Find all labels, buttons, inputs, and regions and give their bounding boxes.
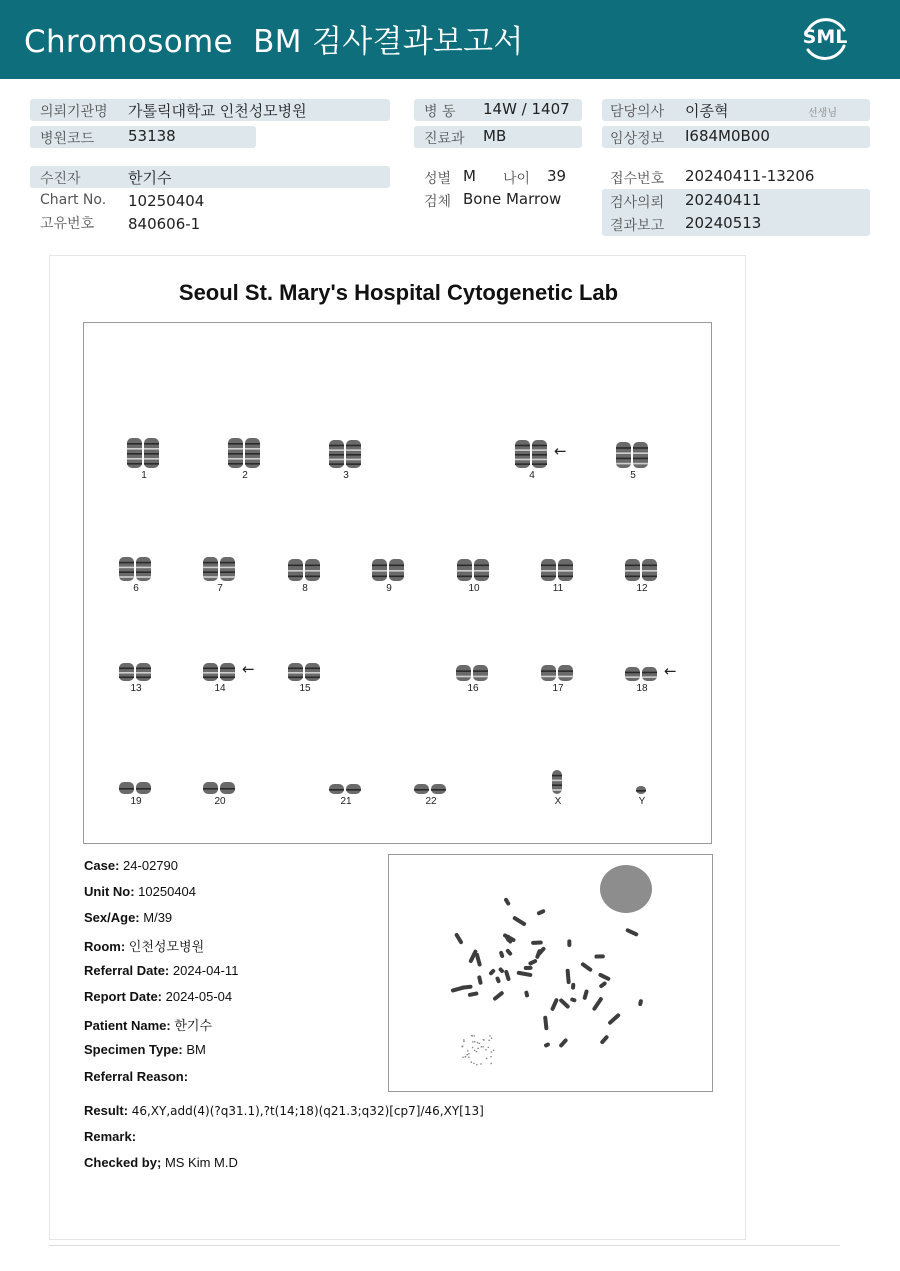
interphase-nucleus: [600, 865, 652, 913]
karyotype-panel: [83, 322, 712, 844]
debris-dot: [490, 1063, 492, 1065]
bottom-divider: [49, 1245, 840, 1246]
metaphase-chromosome: [550, 998, 559, 1012]
debris-dot: [487, 1047, 489, 1049]
ward-value: 14W / 1407: [483, 100, 570, 118]
sexage-line: [84, 910, 172, 925]
chromosome-13: [117, 661, 155, 683]
referral-reason-label: Referral Reason:: [84, 1069, 189, 1084]
debris-dot: [468, 1053, 470, 1055]
debris-dot: [474, 1041, 476, 1043]
doctor-label: 담당의사: [610, 104, 665, 120]
unit-label: Unit No:: [84, 884, 135, 899]
checked-line: [84, 1155, 238, 1170]
metaphase-chromosome: [607, 1013, 621, 1026]
chromosome-label-1: 1: [141, 470, 147, 481]
metaphase-chromosome: [512, 915, 527, 926]
hospital-code-label: 병원코드: [40, 131, 95, 147]
chromosome-20: [201, 780, 239, 796]
debris-dot: [467, 1050, 469, 1052]
chromosome-label-4: 4: [529, 470, 535, 481]
sex-label: 성별: [424, 171, 452, 187]
metaphase-chromosome: [558, 998, 570, 1010]
metaphase-chromosome: [498, 967, 505, 974]
chromosome-label-9: 9: [386, 583, 392, 594]
metaphase-chromosome: [558, 1038, 568, 1049]
chromosome-18: [623, 665, 661, 683]
chromosome-label-18: 18: [636, 683, 648, 694]
institution-value: 가톨릭대학교 인천성모병원: [128, 102, 307, 120]
metaphase-chromosome: [536, 909, 546, 916]
debris-dot: [472, 1047, 474, 1049]
abnormality-arrow-icon: ←: [554, 442, 567, 460]
hospital-code-value: 53138: [128, 127, 176, 145]
metaphase-chromosome: [528, 958, 538, 966]
metaphase-chromosome: [565, 969, 570, 985]
chromosome-8: [286, 557, 324, 583]
chromosome-label-14: 14: [214, 683, 226, 694]
patient-row: [30, 166, 390, 188]
doctor-value: 이종혁: [685, 102, 729, 120]
debris-dot: [463, 1041, 465, 1043]
chromosome-21: [327, 782, 365, 796]
chromosome-1: [125, 436, 163, 470]
debris-dot: [471, 1061, 473, 1063]
debris-dot: [471, 1035, 473, 1037]
metaphase-chromosome: [451, 985, 466, 993]
debris-dot: [485, 1049, 487, 1051]
debris-dot: [461, 1046, 463, 1048]
debris-dot: [481, 1046, 483, 1048]
referral-date-value: 2024-04-11: [172, 963, 239, 978]
chromosome-16: [454, 663, 492, 683]
chromosome-3: [327, 438, 365, 470]
debris-dot: [489, 1035, 491, 1037]
chromosome-label-19: 19: [130, 796, 142, 807]
metaphase-chromosome: [524, 990, 529, 998]
chromosome-label-3: 3: [343, 470, 349, 481]
chromosome-label-8: 8: [302, 583, 308, 594]
referral-reason-line: [84, 1069, 188, 1084]
chromosome-label-5: 5: [630, 470, 636, 481]
patient-label: 수진자: [40, 171, 81, 187]
chromosome-4: [513, 438, 551, 470]
metaphase-chromosome: [503, 897, 511, 906]
age-label: 나이: [503, 171, 531, 187]
result-value: 46,XY,add(4)(?q31.1),?t(14;18)(q21.3;q32)[cp7]/46,XY[13]: [131, 1104, 484, 1118]
metaphase-chromosome: [625, 928, 639, 937]
metaphase-chromosome: [582, 989, 589, 1000]
room-value: 인천성모병원: [128, 939, 205, 954]
chromosome-2: [226, 436, 264, 470]
page-title: Chromosome BM 검사결과보고서: [24, 24, 524, 60]
sexage-value: M/39: [143, 910, 173, 925]
debris-dot: [478, 1043, 480, 1045]
debris-dot: [488, 1040, 490, 1042]
debris-dot: [463, 1039, 465, 1041]
referral-date-label: Referral Date:: [84, 963, 170, 978]
debris-dot: [465, 1056, 467, 1058]
chromosome-10: [455, 557, 493, 583]
metaphase-chromosome: [598, 981, 607, 989]
chart-value: 10250404: [128, 192, 205, 210]
clinical-info-value: I684M0B00: [685, 127, 770, 145]
specimen-type-value: BM: [186, 1042, 206, 1057]
metaphase-image: [388, 854, 713, 1092]
chromosome-5: [614, 440, 652, 470]
metaphase-chromosome: [598, 972, 611, 981]
chromosome-12: [623, 557, 661, 583]
debris-dot: [491, 1051, 493, 1053]
doctor-suffix: 선생님: [808, 108, 837, 119]
chromosome-17: [539, 663, 577, 683]
ward-label: 병 동: [424, 104, 456, 120]
receipt-value: 20240411-13206: [685, 167, 815, 185]
metaphase-chromosome: [571, 983, 575, 990]
metaphase-chromosome: [488, 968, 496, 976]
chromosome-19: [117, 780, 155, 796]
result-line: [84, 1103, 484, 1118]
debris-dot: [477, 1048, 479, 1050]
case-line: [84, 858, 178, 873]
chromosome-label-10: 10: [468, 583, 480, 594]
referral-date-line: [84, 963, 238, 978]
sexage-label: Sex/Age:: [84, 910, 140, 925]
chart-label: Chart No.: [40, 192, 107, 208]
metaphase-chromosome: [499, 950, 505, 958]
chromosome-label-7: 7: [217, 583, 223, 594]
patient-name-label: Patient Name:: [84, 1018, 171, 1033]
chromosome-label-20: 20: [214, 796, 226, 807]
age-value: 39: [547, 167, 567, 185]
chromosome-22: [412, 782, 450, 796]
specimen-label: 검체: [424, 194, 452, 210]
metaphase-chromosome: [543, 1015, 549, 1030]
chromosome-label-6: 6: [133, 583, 139, 594]
checked-value: MS Kim M.D: [164, 1155, 238, 1170]
specimen-type-label: Specimen Type:: [84, 1042, 183, 1057]
report-date-value2: 2024-05-04: [165, 989, 233, 1004]
metaphase-chromosome: [524, 966, 533, 970]
id-label: 고유번호: [40, 216, 95, 232]
chromosome-x: [550, 768, 566, 796]
metaphase-spread: [389, 855, 713, 1092]
chromosome-9: [370, 557, 408, 583]
metaphase-chromosome: [516, 971, 532, 978]
chromosome-label-17: 17: [552, 683, 564, 694]
patient-name-value: 한기수: [174, 1018, 213, 1033]
debris-dot: [480, 1063, 482, 1065]
metaphase-chromosome: [492, 990, 504, 1001]
metaphase-chromosome: [592, 996, 604, 1011]
metaphase-chromosome: [580, 962, 593, 973]
unit-line: [84, 884, 196, 899]
metaphase-chromosome: [594, 954, 604, 958]
debris-dot: [483, 1039, 485, 1041]
metaphase-chromosome: [477, 975, 483, 985]
chromosome-7: [201, 555, 239, 583]
debris-dot: [493, 1050, 495, 1052]
debris-dot: [482, 1046, 484, 1048]
metaphase-chromosome: [638, 999, 643, 1007]
chromosome-label-x: X: [554, 796, 562, 807]
chromosome-label-21: 21: [340, 796, 352, 807]
debris-dot: [477, 1042, 479, 1044]
debris-dot: [472, 1041, 474, 1043]
remark-label: Remark:: [84, 1129, 137, 1144]
chromosome-6: [117, 555, 155, 583]
chromosome-label-11: 11: [552, 583, 564, 594]
report-date-label2: Report Date:: [84, 989, 163, 1004]
debris-dot: [462, 1056, 464, 1058]
patient-name-line: [84, 1015, 212, 1034]
metaphase-chromosome: [454, 932, 464, 945]
debris-dot: [474, 1049, 476, 1051]
report-title: Seoul St. Mary's Hospital Cytogenetic Lab: [178, 280, 619, 305]
debris-dot: [466, 1054, 468, 1056]
metaphase-chromosome: [567, 939, 571, 947]
debris-dot: [476, 1064, 478, 1066]
debris-dot: [476, 1051, 478, 1053]
department-value: MB: [483, 127, 507, 145]
metaphase-chromosome: [570, 997, 577, 1003]
metaphase-chromosome: [506, 935, 510, 942]
metaphase-chromosome: [495, 976, 501, 984]
debris-dot: [468, 1056, 470, 1058]
room-label: Room:: [84, 939, 126, 954]
metaphase-chromosome: [505, 948, 513, 956]
specimen-value: Bone Marrow: [463, 190, 562, 208]
chromosome-label-2: 2: [242, 470, 248, 481]
metaphase-chromosome: [475, 953, 482, 967]
cytogenetic-report: [49, 255, 746, 1240]
request-label: 검사의뢰: [610, 195, 665, 211]
debris-dot: [486, 1058, 488, 1060]
specimen-type-line: [84, 1042, 206, 1057]
institution-label: 의뢰기관명: [40, 104, 108, 120]
report-date-value: 20240513: [685, 214, 762, 232]
chromosome-label-15: 15: [299, 683, 311, 694]
receipt-label: 접수번호: [610, 171, 665, 187]
case-label: Case:: [84, 858, 120, 873]
debris-dot: [490, 1056, 492, 1058]
chromosome-14: [201, 661, 239, 683]
patient-value: 한기수: [128, 169, 172, 187]
chromosome-label-16: 16: [467, 683, 479, 694]
chromosome-15: [286, 661, 324, 683]
debris-dot: [491, 1037, 493, 1039]
logo-text: SML: [802, 26, 848, 48]
chromosome-11: [539, 557, 577, 583]
metaphase-chromosome: [531, 940, 543, 944]
chromosome-label-13: 13: [130, 683, 142, 694]
chromosome-label-12: 12: [636, 583, 648, 594]
abnormality-arrow-icon: ←: [664, 662, 677, 680]
metaphase-chromosome: [468, 991, 479, 997]
result-label: Result:: [84, 1103, 129, 1118]
request-value: 20240411: [685, 191, 762, 209]
report-date-line: [84, 989, 232, 1004]
chromosome-y: [634, 784, 650, 796]
chromosome-label-y: Y: [638, 796, 646, 807]
metaphase-chromosome: [504, 969, 511, 981]
metaphase-chromosome: [543, 1042, 550, 1048]
metaphase-chromosome: [599, 1034, 609, 1044]
department-label: 진료과: [424, 131, 465, 147]
abnormality-arrow-icon: ←: [242, 660, 255, 678]
checked-label: Checked by;: [84, 1155, 162, 1170]
clinical-info-label: 임상정보: [610, 131, 665, 147]
debris-dot: [473, 1035, 475, 1037]
id-value: 840606-1: [128, 215, 201, 233]
case-value: 24-02790: [123, 858, 178, 873]
unit-value: 10250404: [138, 884, 197, 899]
sml-logo: [798, 12, 852, 66]
room-line: [84, 936, 204, 955]
chromosome-label-22: 22: [425, 796, 437, 807]
report-date-label: 결과보고: [610, 218, 665, 234]
report-header: [0, 0, 900, 79]
remark-line: [84, 1129, 136, 1144]
debris-dot: [473, 1063, 475, 1065]
sex-value: M: [463, 167, 476, 185]
